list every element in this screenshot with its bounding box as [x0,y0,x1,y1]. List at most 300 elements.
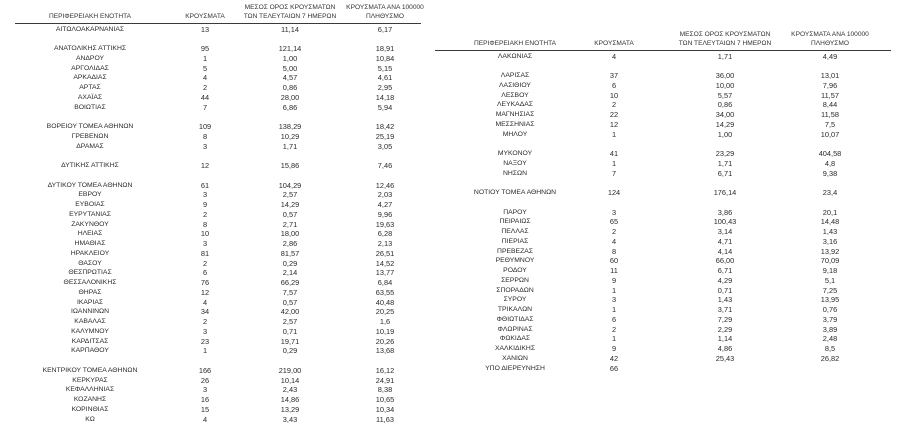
cell-cases: 2 [611,100,617,110]
cell-per-100k: 404,58 [818,149,842,158]
cell-region: ΘΕΣΣΑΛΟΝΙΚΗΣ [63,279,117,286]
cell-cases: 23 [200,336,210,346]
cell-region: ΧΑΝΙΩΝ [502,354,528,362]
cell-per-100k: 6,17 [377,24,393,34]
header-avg-line1: ΜΕΣΟΣ ΟΡΟΣ ΚΡΟΥΣΜΑΤΩΝ [244,4,336,12]
table-row [435,91,891,101]
cell-cases: 66 [609,363,619,373]
cell-per-100k: 2,13 [377,239,393,248]
table-row [15,54,421,64]
cell-per-100k: 9,18 [822,266,838,275]
cell-region: ΑΡΚΑΔΙΑΣ [73,74,107,82]
cell-cases: 65 [609,217,619,227]
row-spacer [15,356,421,366]
cell-cases: 76 [200,278,210,287]
cell-cases: 8 [611,246,617,256]
cell-region: ΣΥΡΟΥ [503,296,527,304]
table-row [15,122,421,132]
row-spacer [15,34,421,44]
cell-cases: 61 [200,180,210,190]
cell-avg-7-days: 13,29 [280,404,300,414]
header-avg-line2: ΤΩΝ ΤΕΛΕΥΤΑΙΩΝ 7 ΗΜΕΡΩΝ [678,39,772,47]
cell-cases: 15 [200,404,210,414]
cell-per-100k: 13,95 [820,295,840,305]
cell-cases: 3 [202,190,208,200]
cell-region: ΝΑΞΟΥ [503,159,527,167]
cell-per-100k: 14,48 [820,217,840,227]
cell-region: ΣΠΟΡΑΔΩΝ [496,286,534,294]
cell-region: ΠΙΕΡΙΑΣ [501,237,529,245]
cell-region: ΑΝΑΤΟΛΙΚΗΣ ΑΤΤΙΚΗΣ [53,45,127,52]
cell-cases: 4 [611,236,617,246]
table-row [15,44,421,54]
header-avg-line1: ΜΕΣΟΣ ΟΡΟΣ ΚΡΟΥΣΜΑΤΩΝ [679,31,771,39]
cell-avg-7-days: 0,57 [282,209,298,219]
cell-cases: 1 [202,53,208,63]
cell-per-100k: 10,84 [375,53,395,63]
cell-avg-7-days: 7,29 [717,314,733,324]
table-row [15,327,421,337]
cell-cases: 8 [202,219,208,229]
cell-cases: 3 [202,141,208,151]
cell-per-100k: 11,58 [821,110,839,119]
cell-region: ΑΝΔΡΟΥ [75,54,105,62]
cell-per-100k: 10,34 [375,404,395,414]
cell-region: ΒΟΡΕΙΟΥ ΤΟΜΕΑ ΑΘΗΝΩΝ [46,123,134,130]
table-row [15,337,421,347]
cell-cases: 11 [610,266,618,275]
table-row [15,307,421,317]
header-per100k-line2: ΠΛΗΘΥΣΜΟ [811,39,849,47]
cases-table-left [15,4,424,424]
cell-cases: 60 [609,256,619,266]
cell-per-100k: 13,68 [375,346,395,356]
cell-avg-7-days: 10,14 [280,375,300,385]
cell-cases: 3 [202,239,208,248]
cell-avg-7-days: 0,86 [717,100,733,110]
cell-region: ΤΡΙΚΑΛΩΝ [497,306,533,313]
cell-avg-7-days: 138,29 [278,122,302,131]
table-row [435,305,891,315]
cell-region: ΜΑΓΝΗΣΙΑΣ [495,111,535,118]
cell-per-100k: 12,46 [375,180,395,190]
cell-cases: 81 [200,248,210,258]
cell-cases: 2 [202,209,208,219]
table-row [15,239,421,249]
cell-region: ΦΘΙΩΤΙΔΑΣ [496,315,534,323]
table-row [15,385,421,395]
cell-region: ΚΕΝΤΡΙΚΟΥ ΤΟΜΕΑ ΑΘΗΝΩΝ [42,366,138,374]
cell-per-100k: 1,6 [379,317,391,326]
cell-per-100k: 26,82 [820,353,840,363]
cell-per-100k: 70,09 [820,256,840,266]
cell-per-100k: 4,61 [377,73,393,83]
cell-avg-7-days: 23,29 [715,149,735,158]
table-row [435,52,891,62]
cell-region: ΠΡΕΒΕΖΑΣ [497,247,533,255]
cell-cases: 9 [202,200,208,209]
cell-avg-7-days: 3,71 [717,305,733,314]
cell-cases: 109 [198,122,212,131]
cell-region: ΙΩΑΝΝΙΝΩΝ [70,308,110,316]
cell-avg-7-days: 100,43 [713,217,737,227]
cell-region: ΚΟΡΙΝΘΙΑΣ [71,405,109,413]
cell-region: ΧΑΛΚΙΔΙΚΗΣ [494,345,536,352]
cell-cases: 4 [202,414,208,424]
cell-cases: 9 [611,344,617,353]
table-row [435,354,891,364]
table-row [435,159,891,169]
cell-region: ΑΡΤΑΣ [79,84,101,91]
table-row [435,276,891,286]
cell-avg-7-days: 1,71 [717,51,733,61]
cell-avg-7-days: 6,71 [717,266,733,275]
table-row [435,120,891,130]
cell-avg-7-days: 14,29 [715,119,735,129]
table-header [435,27,891,51]
table-row [15,278,421,288]
cell-cases: 2 [611,324,617,334]
row-spacer [435,61,891,71]
cell-cases: 166 [198,365,212,375]
cell-cases: 13 [200,24,210,34]
cell-region: ΕΥΒΟΙΑΣ [75,201,105,208]
cell-avg-7-days: 14,29 [280,200,300,209]
cell-avg-7-days: 10,00 [715,80,735,90]
cell-avg-7-days: 18,00 [280,229,300,239]
cell-region: ΑΙΤΩΛΟΑΚΑΡΝΑΝΙΑΣ [55,25,125,33]
header-per-100k [335,4,435,21]
cell-avg-7-days: 1,43 [717,295,733,305]
cell-avg-7-days: 34,00 [715,110,735,119]
cell-region: ΚΕΡΚΥΡΑΣ [72,376,108,384]
table-row [435,364,891,374]
cell-per-100k: 13,92 [820,246,840,256]
table-row [15,181,421,191]
cell-avg-7-days: 28,00 [280,92,300,102]
cell-per-100k: 13,01 [820,71,840,80]
cell-per-100k: 63,55 [375,287,395,297]
cell-per-100k: 5,15 [377,63,393,73]
table-row [15,210,421,220]
table-row [15,220,421,230]
cell-cases: 6 [202,268,208,278]
header-per100k-line1: ΚΡΟΥΣΜΑΤΑ ΑΝΑ 100000 [791,31,869,39]
cell-cases: 4 [202,73,208,83]
cell-cases: 3 [611,295,617,305]
table-row [435,169,891,179]
cell-avg-7-days: 4,57 [282,73,298,83]
table-row [15,346,421,356]
cell-per-100k: 14,52 [375,258,395,268]
cell-avg-7-days: 11,14 [281,24,299,34]
table-row [15,25,421,35]
cell-avg-7-days: 3,14 [717,227,733,236]
table-row [15,161,421,171]
table-row [435,81,891,91]
cell-avg-7-days: 2,43 [282,385,298,395]
cell-avg-7-days: 81,57 [280,248,300,258]
cell-per-100k: 18,42 [375,122,395,131]
cell-region: ΜΕΣΣΗΝΙΑΣ [495,120,535,128]
table-row [435,334,891,344]
cell-region: ΘΑΣΟΥ [78,259,102,267]
cell-cases: 7 [611,168,617,178]
header-cases: ΚΡΟΥΣΜΑΤΑ [185,12,225,20]
cell-avg-7-days: 0,86 [282,83,298,92]
cell-cases: 1 [611,158,617,168]
cell-avg-7-days: 2,71 [282,219,298,229]
table-row [435,130,891,140]
cell-region: ΘΗΡΑΣ [78,288,102,296]
row-spacer [15,171,421,181]
cell-cases: 12 [200,161,210,170]
cell-region: ΚΑΛΥΜΝΟΥ [71,327,109,335]
cell-avg-7-days: 3,86 [717,207,733,217]
table-row [435,188,891,198]
cell-avg-7-days: 0,71 [717,285,733,295]
cell-cases: 16 [200,395,210,404]
cell-region: ΛΑΡΙΣΑΣ [500,72,530,79]
cell-avg-7-days: 6,71 [717,168,733,178]
cell-cases: 10 [609,90,619,100]
cell-per-100k: 18,91 [375,44,395,53]
cell-region: ΚΑΒΑΛΑΣ [74,318,106,325]
cell-avg-7-days: 4,29 [717,275,733,285]
cell-avg-7-days: 14,86 [280,395,300,404]
cell-avg-7-days: 0,71 [282,326,298,336]
cell-per-100k: 23,4 [822,188,838,197]
cell-per-100k: 16,12 [375,365,395,375]
cell-per-100k: 19,63 [375,219,395,229]
cell-avg-7-days: 6,86 [282,102,298,112]
cell-avg-7-days: 5,57 [717,90,733,100]
cell-cases: 4 [202,297,208,307]
cell-region: ΜΥΚΟΝΟΥ [497,150,533,157]
cell-per-100k: 8,44 [822,100,838,110]
cell-per-100k: 3,89 [822,324,838,334]
cell-per-100k: 24,91 [375,375,395,385]
header-per100k-line1: ΚΡΟΥΣΜΑΤΑ ΑΝΑ 100000 [346,4,424,12]
cell-region: ΠΕΛΛΑΣ [501,228,529,235]
table-row [435,247,891,257]
table-row [435,315,891,325]
cell-per-100k: 14,18 [375,92,395,102]
row-spacer [435,139,891,149]
cell-cases: 26 [200,375,210,385]
header-per100k-line2: ΠΛΗΘΥΣΜΟ [366,12,404,20]
cell-avg-7-days: 36,00 [715,71,735,80]
cell-region: ΠΑΡΟΥ [503,208,527,216]
cell-avg-7-days: 121,14 [278,44,302,53]
header-avg-line2: ΤΩΝ ΤΕΛΕΥΤΑΙΩΝ 7 ΗΜΕΡΩΝ [243,12,337,20]
table-row [15,83,421,93]
table-row [15,366,421,376]
cell-cases: 9 [611,275,617,285]
cell-avg-7-days: 219,00 [278,365,302,375]
cell-cases: 10 [200,229,210,239]
cell-avg-7-days: 42,00 [280,307,300,317]
cell-cases: 37 [609,71,619,80]
header-avg-7-days [230,4,350,21]
table-row [15,73,421,83]
header-cases: ΚΡΟΥΣΜΑΤΑ [594,39,634,47]
cell-avg-7-days: 25,43 [715,353,735,363]
cell-cases: 6 [611,314,617,324]
cell-avg-7-days: 2,57 [282,190,298,200]
table-row [435,217,891,227]
cell-per-100k: 8,5 [824,344,836,353]
cell-region: ΚΩ [85,415,95,423]
cell-avg-7-days: 2,86 [282,239,298,248]
cell-cases: 12 [200,287,210,297]
cell-avg-7-days: 1,71 [717,158,733,168]
table-row [435,237,891,247]
cell-per-100k: 7,46 [377,161,393,170]
cell-avg-7-days: 1,00 [717,129,733,139]
table-row [15,268,421,278]
cell-per-100k: 7,5 [824,119,836,129]
cell-region: ΕΒΡΟΥ [78,191,102,199]
cell-per-100k: 4,49 [822,51,838,61]
table-row [15,103,421,113]
cell-region: ΖΑΚΥΝΘΟΥ [71,220,109,228]
cell-avg-7-days: 7,57 [282,287,298,297]
cell-cases: 4 [611,51,617,61]
cell-per-100k: 2,48 [822,334,838,344]
table-row [15,200,421,210]
table-row [15,190,421,200]
cell-region: ΚΑΡΠΑΘΟΥ [71,347,109,355]
cell-per-100k: 3,79 [822,314,838,324]
table-row [15,93,421,103]
cell-per-100k: 13,77 [375,268,395,278]
table-row [15,376,421,386]
table-row [15,259,421,269]
row-spacer [15,151,421,161]
table-row [435,266,891,276]
cell-per-100k: 10,65 [375,395,395,404]
cell-avg-7-days: 2,14 [282,268,298,278]
cell-per-100k: 5,94 [377,102,393,112]
cell-region: ΗΡΑΚΛΕΙΟΥ [70,249,110,257]
cell-cases: 3 [611,207,617,217]
cell-region: ΒΟΙΩΤΙΑΣ [74,103,106,111]
table-header [15,4,424,24]
row-spacer [15,112,421,122]
table-row [15,132,421,142]
table-row [435,227,891,237]
cell-avg-7-days: 0,29 [282,258,298,268]
cell-region: ΛΕΣΒΟΥ [501,91,529,99]
cell-per-100k: 9,38 [822,168,838,178]
cell-per-100k: 6,84 [377,278,393,287]
cell-avg-7-days: 4,14 [717,246,733,256]
cell-per-100k: 7,96 [822,80,838,90]
cell-cases: 6 [611,80,617,90]
cell-avg-7-days: 66,29 [280,278,300,287]
cell-cases: 7 [202,102,208,112]
cell-region: ΘΕΣΠΡΩΤΙΑΣ [68,269,112,277]
cell-per-100k: 4,27 [377,200,393,209]
cell-per-100k: 40,48 [375,297,395,307]
cell-per-100k: 6,28 [377,229,393,239]
cell-per-100k: 26,51 [375,248,395,258]
table-row [15,415,421,425]
cell-region: ΦΩΚΙΔΑΣ [499,335,531,343]
table-row [15,288,421,298]
cell-region: ΡΕΘΥΜΝΟΥ [495,257,535,265]
cell-region: ΑΡΓΟΛΙΔΑΣ [71,64,109,72]
cell-avg-7-days: 4,86 [717,344,733,353]
cell-region: ΜΗΛΟΥ [502,130,528,138]
table-row [435,344,891,354]
cell-avg-7-days: 19,71 [280,336,300,346]
cell-avg-7-days: 1,71 [282,141,298,151]
cell-per-100k: 3,16 [822,236,838,246]
cell-region: ΑΧΑΪΑΣ [77,93,103,101]
cell-cases: 1 [611,305,617,314]
cell-region: ΔΥΤΙΚΟΥ ΤΟΜΕΑ ΑΘΗΝΩΝ [47,181,133,189]
cell-region: ΗΛΕΙΑΣ [77,230,103,238]
table-row [15,395,421,405]
cell-region: ΛΕΥΚΑΔΑΣ [497,101,533,109]
cell-avg-7-days: 15,86 [280,161,300,170]
table-row [435,286,891,296]
row-spacer [435,198,891,208]
table-row [435,325,891,335]
cell-cases: 1 [611,285,617,295]
cell-region: ΚΑΡΔΙΤΣΑΣ [71,337,109,345]
cell-cases: 41 [609,149,619,158]
cell-region: ΔΡΑΜΑΣ [76,142,104,150]
row-spacer [435,178,891,188]
cell-cases: 3 [202,385,208,395]
cell-region: ΔΥΤΙΚΗΣ ΑΤΤΙΚΗΣ [61,162,119,169]
cell-avg-7-days: 2,29 [717,324,733,334]
cell-avg-7-days: 66,00 [715,256,735,266]
cell-per-100k: 9,96 [377,209,393,219]
cell-per-100k: 20,26 [375,336,395,346]
cases-table-right [435,27,891,373]
cell-avg-7-days: 1,14 [717,334,733,344]
cell-cases: 8 [202,131,208,141]
cell-avg-7-days: 1,00 [282,53,298,63]
cell-avg-7-days: 3,43 [282,414,298,424]
cell-region: ΝΟΤΙΟΥ ΤΟΜΕΑ ΑΘΗΝΩΝ [473,189,557,196]
table-row [435,71,891,81]
cell-per-100k: 2,03 [377,190,393,200]
table-body [435,52,891,374]
cell-per-100k: 11,63 [376,414,394,424]
cell-cases: 1 [611,129,617,139]
cell-region: ΠΕΙΡΑΙΩΣ [499,218,531,226]
table-row [435,100,891,110]
table-row [15,405,421,415]
header-region: ΠΕΡΙΦΕΡΕΙΑΚΗ ΕΝΟΤΗΤΑ [473,39,557,47]
cell-region: ΛΑΣΙΘΙΟΥ [499,81,531,89]
cell-avg-7-days: 104,29 [278,180,302,190]
cell-cases: 2 [202,317,208,326]
cell-region: ΡΟΔΟΥ [503,267,527,274]
cell-per-100k: 8,38 [377,385,393,395]
cell-avg-7-days: 5,00 [282,63,298,73]
cell-region: ΥΠΟ ΔΙΕΡΕΥΝΗΣΗ [485,364,545,372]
table-row [15,249,421,259]
cell-per-100k: 20,1 [822,207,838,217]
table-row [15,298,421,308]
cell-cases: 2 [202,258,208,268]
